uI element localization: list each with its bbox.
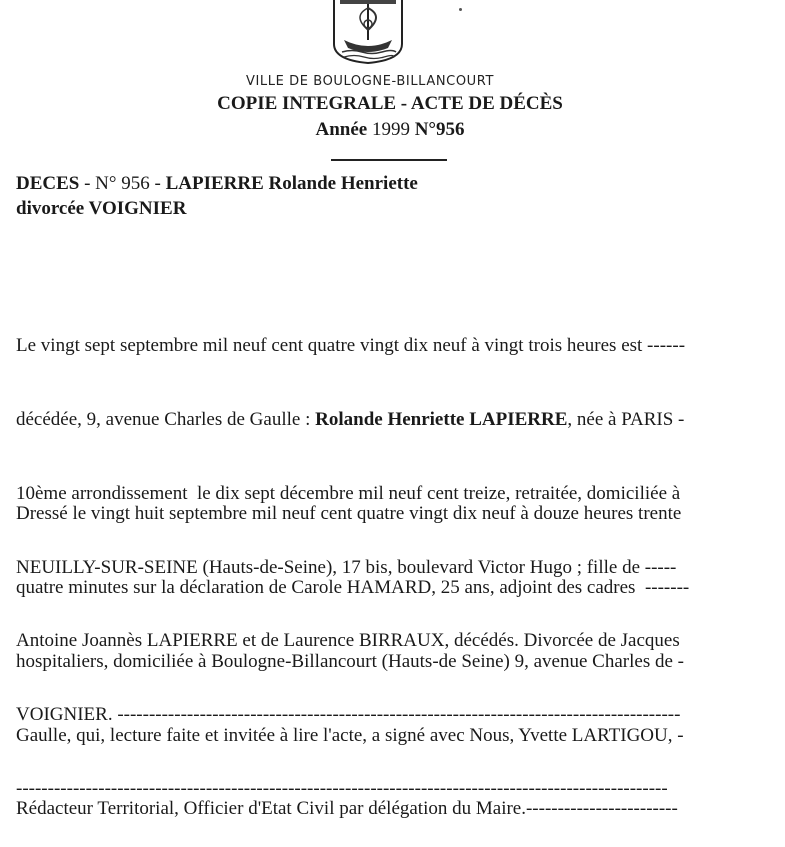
deceased-name: LAPIERRE Rolande Henriette	[165, 173, 418, 194]
coat-of-arms-emblem	[332, 0, 404, 64]
paragraph-line: hospitaliers, domiciliée à Boulogne-Billancourt (Hauts-de Seine) 9, avenue Charles de -	[16, 650, 684, 672]
ship-emblem-icon	[332, 0, 404, 64]
document-title: COPIE INTEGRALE - ACTE DE DÉCÈS	[217, 93, 563, 114]
record-number: - N° 956 -	[79, 173, 166, 194]
drafting-paragraph	[16, 453, 776, 847]
act-number: N°956	[414, 119, 465, 140]
deces-label: DECES	[16, 173, 80, 194]
record-heading-line-1	[16, 171, 716, 196]
year-value: 1999	[371, 119, 410, 140]
record-heading	[16, 171, 716, 221]
text-segment: décédée, 9, avenue Charles de Gaulle :	[16, 408, 316, 430]
speck-mark	[459, 8, 462, 11]
paragraph-line: Gaulle, qui, lecture faite et invitée à lire l'acte, a signé avec Nous, Yvette LARTIGOU, -	[16, 724, 684, 746]
text-segment: , née à PARIS -	[567, 408, 685, 430]
paragraph-line	[16, 408, 776, 433]
paragraph-line: Dressé le vingt huit septembre mil neuf cent quatre vingt dix neuf à douze heures trente	[16, 503, 682, 525]
paragraph-line: 10ème arrondissement le dix sept décembre mil neuf cent treize, retraitée, domiciliée à	[16, 482, 681, 504]
paragraph-line: Le vingt sept septembre mil neuf cent quatre vingt dix neuf à vingt trois heures est ------	[16, 335, 686, 357]
year-label: Année	[315, 119, 368, 140]
marital-status: divorcée VOIGNIER	[16, 198, 187, 219]
paragraph-line: NEUILLY-SUR-SEINE (Hauts-de-Seine), 17 bis, boulevard Victor Hugo ; fille de -----	[16, 556, 677, 578]
year-line	[0, 119, 780, 141]
paragraph-line: Antoine Joannès LAPIERRE et de Laurence BIRRAUX, décédés. Divorcée de Jacques	[16, 630, 680, 652]
city-name: VILLE DE BOULOGNE-BILLANCOURT	[245, 74, 494, 89]
paragraph-line: VOIGNIER. -----------------------------------------------------------------------------------------	[16, 704, 681, 726]
separator-rule	[331, 159, 447, 161]
paragraph-line: quatre minutes sur la déclaration de Carole HAMARD, 25 ans, adjoint des cadres -------	[16, 576, 690, 598]
deceased-full-name: Rolande Henriette LAPIERRE	[315, 408, 568, 430]
paragraph-line: Rédacteur Territorial, Officier d'Etat Civil par délégation du Maire.------------------------	[16, 798, 678, 820]
dash-line: -------------------------------------------------------------------------------------------------------	[16, 777, 668, 799]
record-heading-line-2	[16, 196, 716, 221]
